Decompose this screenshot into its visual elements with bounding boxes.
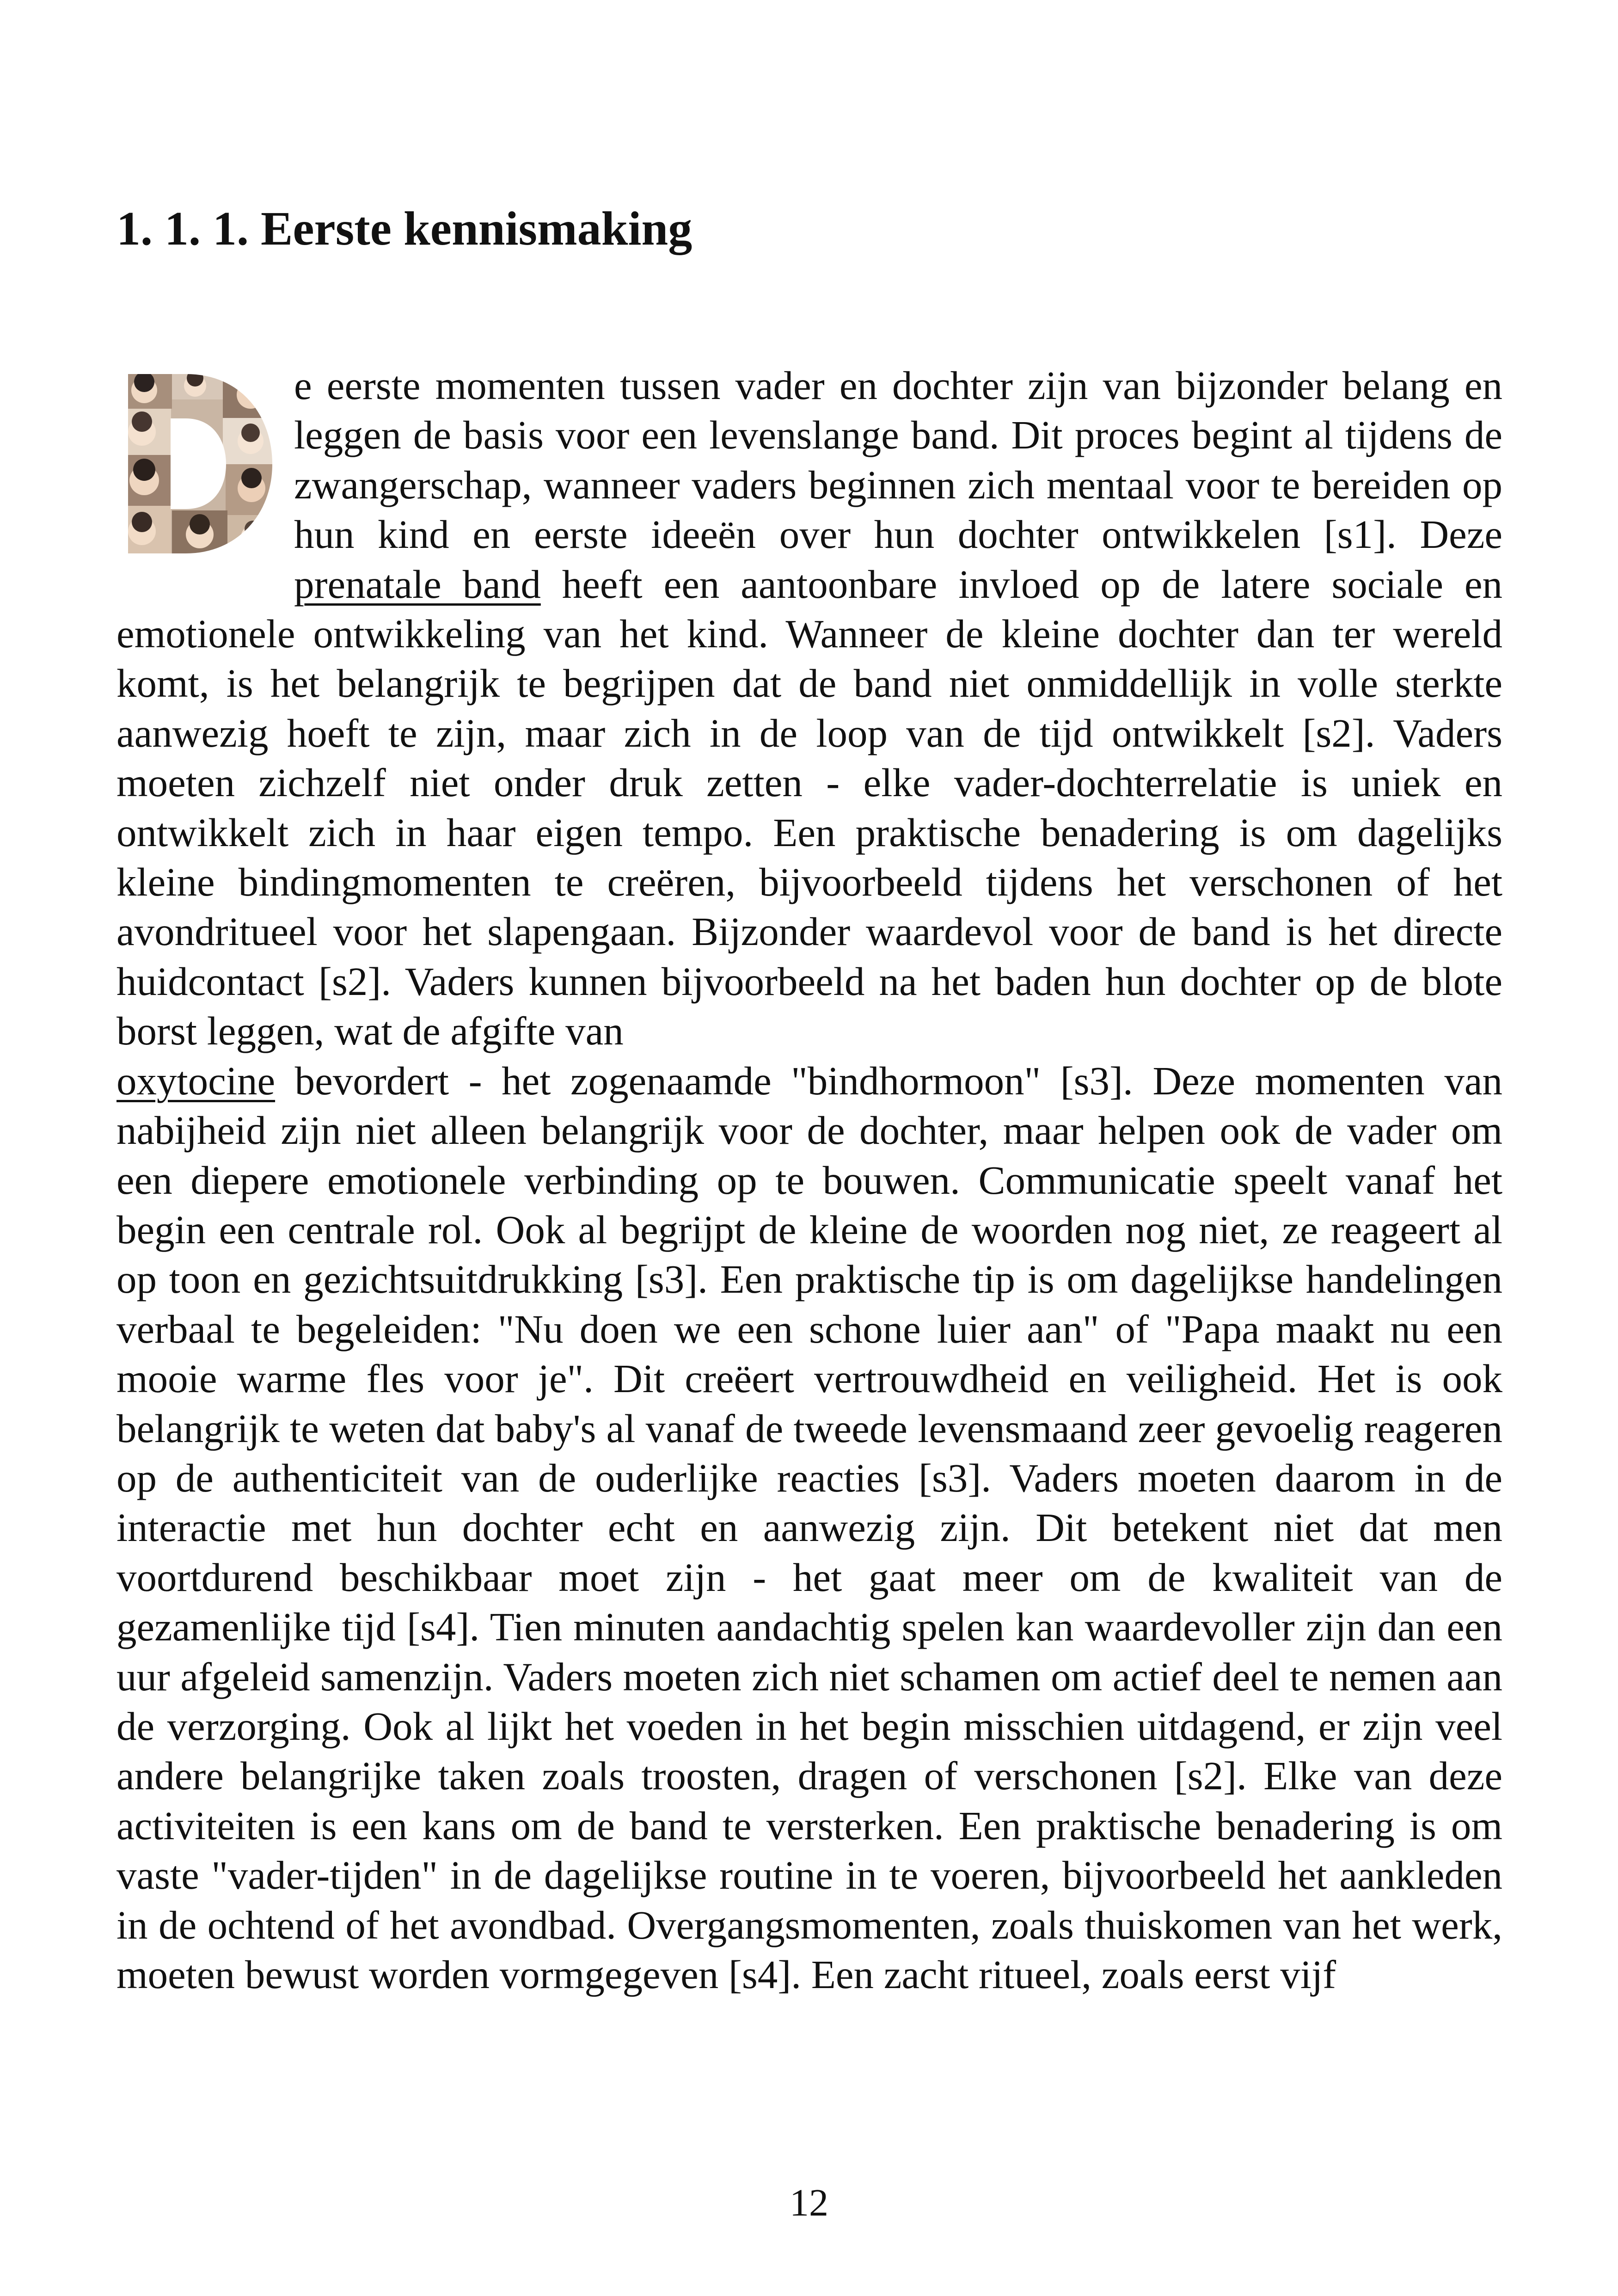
body-paragraph-1b: heeft een aantoonbare invloed op de latere sociale en emotionele ontwikkeling van het kind. Wanneer de kleine dochter dan ter wereld komt, is het belangrijk te begrijpen dat de band niet onmiddellijk in volle sterkte aanwezig hoeft te zijn, maar zich in de loop van de tijd ontwikkelt [s2]. Vaders moeten zichzelf niet onder druk zetten - elke vader-dochterrelatie is uniek en ontwikkelt zich in haar eigen tempo. Een praktische benadering is om dagelijks kleine bindingmomenten te creëren, bijvoorbeeld tijdens het verschonen of het avondritueel voor het slapengaan. Bijzonder waardevol voor de band is het directe huidcontact [s2]. Vaders kunnen bijvoorbeeld na het baden hun dochter op de blote borst leggen, wat de afgifte van [116,561,1503,1054]
body-paragraph-2: Communicatie speelt vanaf het begin een centrale rol. Ook al begrijpt de kleine de woorden nog niet, ze reageert al op toon en gezichtsuitdrukking [s3]. Een praktische tip is om dagelijkse handelingen verbaal te begeleiden: "Nu doen we een schone luier aan" of "Papa maakt nu een mooie warme fles voor je". Dit creëert vertrouwdheid en veiligheid. Het is ook belangrijk te weten dat baby's al vanaf de tweede levensmaand zeer gevoelig reageren op de authenticiteit van de ouderlijke reacties [s3]. Vaders moeten daarom in de interactie met hun dochter echt en aanwezig zijn. Dit betekent niet dat men voortdurend beschikbaar moet zijn - het gaat meer om de kwaliteit van de gezamenlijke tijd [s4]. Tien minuten aandachtig spelen kan waardevoller zijn dan een uur afgeleid samenzijn. Vaders moeten zich niet schamen om actief deel te nemen aan de verzorging. Ook al lijkt het voeden in het begin misschien uitdagend, er zijn veel andere belangrijke taken zoals troosten, dragen of verschonen [s2]. Elke van deze activiteiten is een kans om de band te versterken. Een praktische benadering is om vaste "vader-tijden" in de dagelijkse routine in te voeren, bijvoorbeeld het aankleden in de ochtend of het avondbad. Overgangsmomenten, zoals thuiskomen van het werk, moeten bewust worden vormgegeven [s4]. Een zacht ritueel, zoals eerst vijf [116,1157,1503,1997]
dropcap-photo-collage-letter [116,367,279,560]
body-paragraph-1a: e eerste momenten tussen vader en dochter zijn van bijzonder belang en leggen de basis voor een levenslange band. Dit proces begint al tijdens de zwangerschap, wanneer vaders beginnen zich mentaal voor te bereiden op hun kind en eerste ideeën over hun dochter ontwikkelen [s1]. Deze [294,363,1502,557]
page-number: 12 [790,2181,828,2224]
term-oxytocine: oxytocine [116,1058,276,1103]
body-paragraph-1c: bevordert - het zogenaamde "bindhormoon" [s3]. Deze momenten van nabijheid zijn niet alleen belangrijk voor de dochter, maar helpen ook de vader om een diepere emotionele verbinding op te bouwen. [116,1058,1502,1203]
term-prenatale-band: prenatale band [294,561,541,607]
section-heading: 1. 1. 1. Eerste kennismaking [116,202,693,255]
body-text [116,361,1502,1999]
